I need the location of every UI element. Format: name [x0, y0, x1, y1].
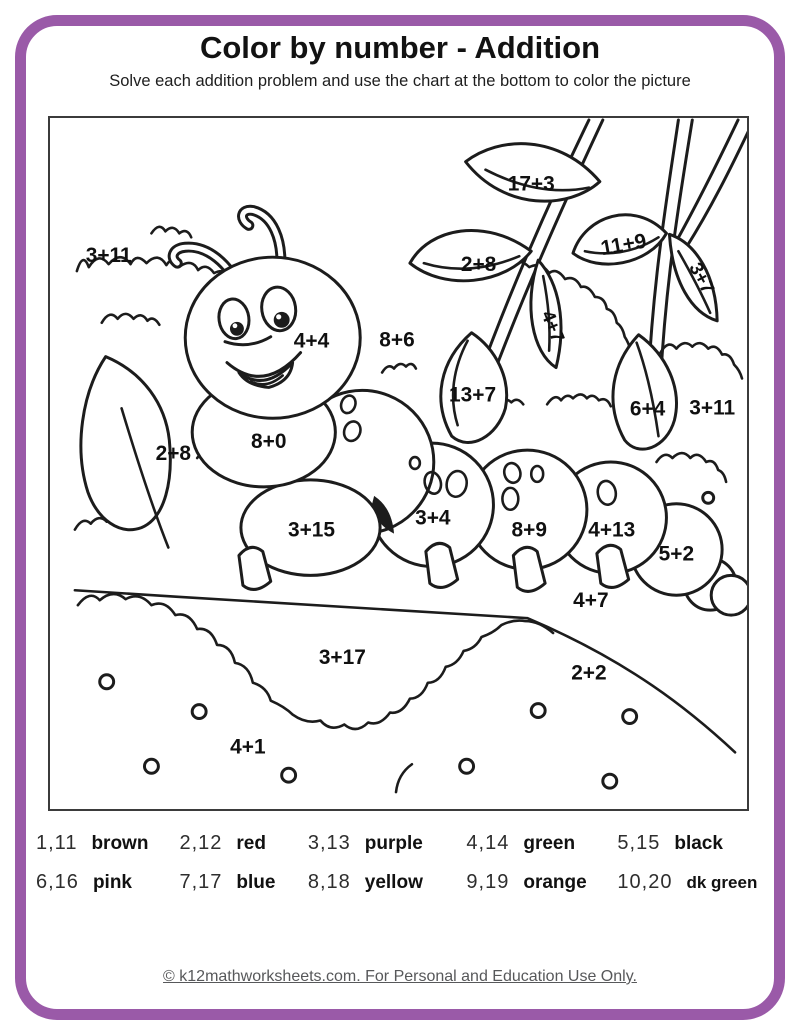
legend-item-dk-green: [611, 871, 770, 894]
label-ground-right: 4+7: [573, 589, 609, 613]
legend-color-name: brown: [91, 833, 149, 854]
label-hill-right: 2+2: [571, 661, 607, 685]
label-dirt: 4+1: [230, 735, 266, 759]
label-leaf-center-slanted: 4+7: [536, 307, 568, 346]
legend-color-name: purple: [364, 833, 423, 854]
legend-numbers: 8,18: [307, 871, 351, 893]
legend-color-name: black: [674, 833, 723, 854]
label-segment-2: 8+9: [511, 518, 547, 542]
page-instructions: Solve each addition problem and use the chart at the bottom to color the picture: [109, 72, 691, 90]
label-bush-top-left: 3+11: [85, 244, 132, 268]
legend-item-red: [173, 832, 301, 855]
coloring-picture: [50, 118, 747, 809]
legend-item-green: [460, 832, 611, 855]
label-hill-left: 3+17: [318, 645, 366, 669]
label-leaf-top: 17+3: [507, 172, 555, 196]
legend-item-pink: [30, 871, 173, 894]
legend-color-name: orange: [523, 872, 587, 893]
legend-item-orange: [460, 871, 611, 894]
label-segment-4: 5+2: [658, 542, 695, 566]
worksheet-header: [0, 30, 800, 91]
label-segment-1: 3+4: [415, 506, 451, 530]
label-head-cheek: 4+4: [293, 329, 330, 353]
label-leaf-mid-right: 11+9: [598, 229, 649, 261]
label-leaf-mid-left: 2+8: [460, 253, 497, 277]
label-bush-right: 3+11: [689, 396, 736, 420]
legend-numbers: 9,19: [466, 871, 510, 893]
label-leaf-right-slanted: 3+7: [684, 259, 718, 298]
ground-lines: [75, 590, 735, 792]
copyright-link[interactable]: © k12mathworksheets.com. For Personal and Education Use Only.: [163, 968, 637, 985]
color-key: [30, 832, 770, 894]
coloring-picture-frame: [48, 116, 749, 811]
label-chest: 3+15: [288, 518, 336, 542]
footer: [0, 968, 800, 986]
label-leaf-hanging-right: 6+4: [629, 397, 666, 421]
label-left-leaf: 2+8: [155, 442, 191, 466]
legend-color-name: blue: [236, 872, 276, 893]
label-leaf-hanging-left: 13+7: [449, 383, 497, 407]
legend-numbers: 5,15: [617, 832, 661, 854]
left-pupil: [230, 322, 244, 336]
legend-numbers: 4,14: [466, 832, 510, 854]
legend-color-name: pink: [92, 872, 132, 893]
legend-numbers: 10,20: [617, 871, 673, 893]
legend-item-brown: [30, 832, 173, 855]
legend-numbers: 2,12: [179, 832, 223, 854]
label-neck: 8+0: [251, 430, 287, 454]
caterpillar-head: [185, 257, 360, 418]
legend-item-blue: [173, 871, 301, 894]
legend-item-purple: [302, 832, 461, 855]
legend-item-black: [611, 832, 770, 855]
legend-color-name: green: [523, 833, 576, 854]
label-segment-3: 4+13: [588, 518, 636, 542]
right-pupil: [274, 312, 290, 328]
page-title: Color by number - Addition: [199, 30, 601, 65]
legend-item-yellow: [302, 871, 461, 894]
legend-numbers: 1,11: [36, 832, 78, 854]
legend-color-name: dk green: [686, 873, 758, 892]
label-bush-behind-head: 8+6: [379, 328, 415, 352]
legend-numbers: 7,17: [179, 871, 223, 893]
legend-color-name: red: [236, 833, 266, 854]
legend-numbers: 3,13: [307, 832, 351, 854]
legend-color-name: yellow: [364, 872, 423, 893]
legend-numbers: 6,16: [36, 871, 79, 893]
